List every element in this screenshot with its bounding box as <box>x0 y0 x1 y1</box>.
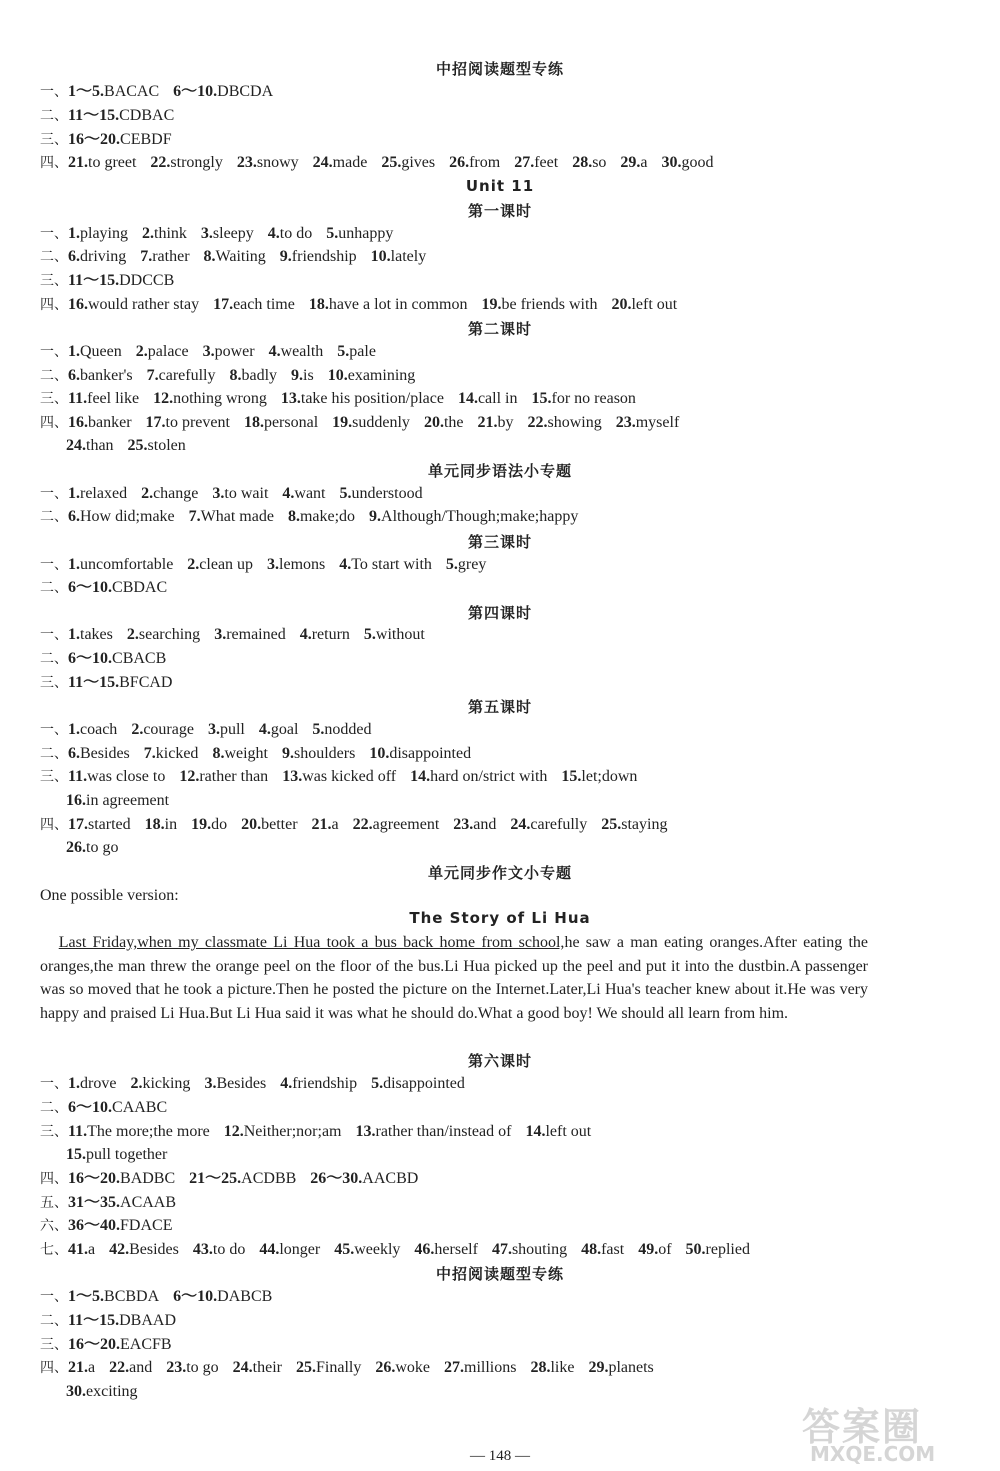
answer-item: 8.weight <box>212 745 268 762</box>
answer-item: 48.fast <box>581 1241 625 1258</box>
watermark-text: 答案圈 <box>802 1405 923 1449</box>
answer-item: 21.by <box>477 414 514 431</box>
answer-item: 12.Neither;nor;am <box>223 1123 342 1140</box>
answer-item: 2.think <box>142 225 187 242</box>
answer-item: 2.kicking <box>130 1075 191 1092</box>
answer-item: 20.left out <box>611 296 678 313</box>
section-heading: 第二课时 <box>467 320 532 338</box>
answer-line <box>40 815 667 835</box>
answer-item: 13.rather than/instead of <box>355 1123 512 1140</box>
answer-item: 23.myself <box>615 414 680 431</box>
section-number: 一、 <box>40 722 68 738</box>
answer-item: 46.herself <box>414 1241 478 1258</box>
essay-paragraph: Last Friday,when my classmate Li Hua took a bus back home from school,he saw a man eating oranges.After eating the oranges,the man threw the orange peel on the floor of the bus.Li Hua picked up the peel and put it into the dustbin.A passenger was so moved that he took a picture.Then he posted the picture on the Internet.Later,Li Hua's teacher knew about it.He was very happy and praised Li Hua.But Li Hua said it was what he should do.What a good boy! We should all learn from him. <box>40 934 868 1022</box>
section-number: 一、 <box>40 344 68 360</box>
answer-item: 5.nodded <box>312 721 372 738</box>
answer-line <box>40 507 578 527</box>
answer-item: 5.without <box>363 626 425 643</box>
answer-line <box>40 744 471 764</box>
answer-line <box>40 366 415 386</box>
answer-item: 26～30.AACBD <box>310 1170 419 1187</box>
section-number: 二、 <box>40 746 68 762</box>
section-heading: 中招阅读题型专练 <box>435 60 564 78</box>
answer-item: 9.is <box>291 367 314 384</box>
answer-item: 1.playing <box>68 225 128 242</box>
section-heading: 第六课时 <box>467 1052 532 1070</box>
answer-item: 5.grey <box>445 556 487 573</box>
answer-item: 11～15.DDCCB <box>68 272 175 289</box>
answer-item: 6.How did;make <box>68 508 175 525</box>
answer-item: 17.to prevent <box>145 414 230 431</box>
answer-item: 24.than <box>66 437 114 454</box>
answer-item: 19.be friends with <box>481 296 598 313</box>
section-number: 二、 <box>40 1313 68 1329</box>
answer-item: 23.to go <box>166 1359 219 1376</box>
answer-item: 31～35.ACAAB <box>68 1194 177 1211</box>
answer-item: 5.unhappy <box>326 225 394 242</box>
answer-item: 4.to do <box>267 225 313 242</box>
answer-line <box>66 1145 167 1165</box>
answer-item: 9.friendship <box>279 248 357 265</box>
answer-line <box>40 153 714 173</box>
section-number: 七、 <box>40 1242 68 1258</box>
answer-item: 2.searching <box>126 626 201 643</box>
answer-item: 10.disappointed <box>369 745 472 762</box>
section-number: 一、 <box>40 226 68 242</box>
answer-item: 16.would rather stay <box>68 296 200 313</box>
answer-item: 21.a <box>68 1359 96 1376</box>
answer-item: 7.rather <box>140 248 190 265</box>
answer-item: 6～10.CBACB <box>68 650 167 667</box>
answer-item: 6.driving <box>68 248 127 265</box>
answer-item: 3.remained <box>214 626 286 643</box>
section-number: 二、 <box>40 1100 68 1116</box>
answer-item: 42.Besides <box>109 1241 179 1258</box>
answer-item: 11～15.DBAAD <box>68 1312 177 1329</box>
answer-item: 7.What made <box>188 508 274 525</box>
section-number: 六、 <box>40 1218 68 1234</box>
answer-line <box>66 1382 138 1402</box>
answer-item: 10.lately <box>370 248 427 265</box>
section-heading: The Story of Li Hua <box>409 909 591 927</box>
answer-line <box>40 295 677 315</box>
answer-item: 4.wealth <box>268 343 324 360</box>
answer-item: 29.planets <box>588 1359 654 1376</box>
answer-item: 18.have a lot in common <box>308 296 468 313</box>
section-number: 四、 <box>40 297 68 313</box>
answer-item: 14.call in <box>457 390 518 407</box>
answer-line <box>40 224 393 244</box>
answer-item: 18.personal <box>243 414 319 431</box>
answer-item: 26.woke <box>375 1359 430 1376</box>
answer-item: 8.Waiting <box>203 248 266 265</box>
answer-line <box>40 720 372 740</box>
answer-item: 10.examining <box>327 367 416 384</box>
section-number: 二、 <box>40 249 68 265</box>
answer-line <box>40 625 425 645</box>
answer-item: 16～20.EACFB <box>68 1336 172 1353</box>
answer-line <box>40 555 486 575</box>
answer-item: 26.from <box>449 154 501 171</box>
answer-item: 1.uncomfortable <box>68 556 174 573</box>
answer-item: 15.pull together <box>66 1146 168 1163</box>
answer-item: 24.their <box>232 1359 282 1376</box>
answer-item: 30.good <box>661 154 714 171</box>
section-heading: 单元同步作文小专题 <box>427 864 572 882</box>
answer-line <box>40 130 172 150</box>
answer-item: 27.feet <box>514 154 559 171</box>
answer-item: 5.disappointed <box>371 1075 465 1092</box>
section-number: 二、 <box>40 108 68 124</box>
answer-item: 8.make;do <box>287 508 356 525</box>
answer-item: 1～5.BCBDA <box>68 1288 160 1305</box>
underlined-sentence: Last Friday,when my classmate Li Hua took a bus back home from school, <box>58 934 565 951</box>
answer-item: 28.like <box>530 1359 575 1376</box>
answer-item: 21.to greet <box>68 154 137 171</box>
answer-item: 4.want <box>282 485 326 502</box>
answer-item: 19.do <box>191 816 228 833</box>
answer-item: 3.to wait <box>212 485 269 502</box>
answer-item: 28.so <box>572 154 607 171</box>
answer-line <box>40 342 376 362</box>
section-number: 一、 <box>40 1076 68 1092</box>
answer-line <box>40 389 636 409</box>
section-heading: Unit 11 <box>465 177 535 195</box>
answer-item: 3.pull <box>207 721 245 738</box>
answer-item: 2.clean up <box>187 556 254 573</box>
answer-item: 6～10.DABCB <box>173 1288 273 1305</box>
answer-line <box>40 82 273 102</box>
answer-item: 22.agreement <box>352 816 440 833</box>
answer-item: 23.snowy <box>236 154 299 171</box>
answer-item: 20.the <box>423 414 464 431</box>
section-heading: 第五课时 <box>467 698 532 716</box>
answer-item: 14.left out <box>525 1123 592 1140</box>
answer-line <box>66 791 169 811</box>
answer-item: 4.To start with <box>339 556 432 573</box>
answer-item: 11.The more;the more <box>68 1123 210 1140</box>
answer-line <box>40 1240 750 1260</box>
section-number: 一、 <box>40 84 68 100</box>
answer-item: 9.shoulders <box>281 745 356 762</box>
answer-item: 50.replied <box>685 1241 750 1258</box>
answer-item: 1.drove <box>68 1075 117 1092</box>
answer-item: 36～40.FDACE <box>68 1217 173 1234</box>
answer-item: 1.relaxed <box>68 485 128 502</box>
answer-item: 21～25.ACDBB <box>189 1170 297 1187</box>
answer-line <box>40 1193 176 1213</box>
answer-item: 25.stolen <box>127 437 186 454</box>
answer-item: 47.shouting <box>491 1241 568 1258</box>
answer-item: 6～10.CAABC <box>68 1099 168 1116</box>
section-number: 四、 <box>40 415 68 431</box>
section-number: 三、 <box>40 391 68 407</box>
answer-item: 23.and <box>453 816 497 833</box>
section-number: 二、 <box>40 580 68 596</box>
answer-item: 11～15.BFCAD <box>68 674 173 691</box>
answer-item: 6～10.CBDAC <box>68 579 168 596</box>
answer-line <box>40 106 174 126</box>
answer-item: 20.better <box>241 816 298 833</box>
section-heading: 单元同步语法小专题 <box>427 462 572 480</box>
answer-item: 27.millions <box>444 1359 517 1376</box>
answer-item: 14.hard on/strict with <box>410 768 548 785</box>
answer-line <box>40 1216 172 1236</box>
section-number: 一、 <box>40 486 68 502</box>
answer-item: 24.made <box>312 154 368 171</box>
answer-line <box>40 673 172 693</box>
answer-item: 15.let;down <box>561 768 638 785</box>
version-note: One possible version: <box>40 887 179 904</box>
answer-item: 41.a <box>68 1241 96 1258</box>
answer-line <box>40 271 174 291</box>
answer-line <box>40 484 423 504</box>
answer-item: 9.Although/Though;make;happy <box>369 508 579 525</box>
answer-item: 26.to go <box>66 839 119 856</box>
answer-item: 1.takes <box>68 626 113 643</box>
section-number: 二、 <box>40 509 68 525</box>
answer-item: 25.gives <box>381 154 436 171</box>
answer-item: 25.Finally <box>296 1359 362 1376</box>
section-number: 三、 <box>40 675 68 691</box>
answer-item: 44.longer <box>259 1241 321 1258</box>
answer-line <box>40 649 166 669</box>
answer-item: 6～10.DBCDA <box>173 83 274 100</box>
answer-item: 29.a <box>620 154 648 171</box>
answer-item: 3.sleepy <box>200 225 254 242</box>
answer-item: 2.change <box>141 485 199 502</box>
answer-line <box>66 838 118 858</box>
answer-item: 5.understood <box>339 485 423 502</box>
answer-item: 11.feel like <box>68 390 140 407</box>
answer-item: 15.for no reason <box>531 390 636 407</box>
answer-line <box>40 578 167 598</box>
answer-item: 17.each time <box>213 296 295 313</box>
answer-item: 19.suddenly <box>332 414 410 431</box>
answer-item: 11.was close to <box>68 768 166 785</box>
answer-item: 24.carefully <box>510 816 588 833</box>
answer-line <box>40 1287 272 1307</box>
section-number: 三、 <box>40 769 68 785</box>
section-number: 四、 <box>40 817 68 833</box>
answer-item: 49.of <box>638 1241 672 1258</box>
answer-line <box>40 1074 465 1094</box>
answer-item: 45.weekly <box>334 1241 401 1258</box>
section-number: 三、 <box>40 132 68 148</box>
answer-item: 4.goal <box>258 721 299 738</box>
answer-item: 3.lemons <box>267 556 326 573</box>
answer-line <box>40 1122 591 1142</box>
section-number: 二、 <box>40 651 68 667</box>
section-number: 四、 <box>40 1360 68 1376</box>
answer-line <box>40 1169 418 1189</box>
answer-line <box>40 1358 654 1378</box>
section-number: 一、 <box>40 1289 68 1305</box>
answer-line <box>40 1311 176 1331</box>
section-number: 三、 <box>40 1337 68 1353</box>
answer-item: 4.return <box>299 626 350 643</box>
section-heading: 第一课时 <box>467 202 532 220</box>
answer-item: 43.to do <box>192 1241 246 1258</box>
answer-line <box>40 1098 167 1118</box>
answer-item: 1.coach <box>68 721 118 738</box>
answer-item: 6.Besides <box>68 745 130 762</box>
answer-line <box>40 247 426 267</box>
answer-line <box>66 436 186 456</box>
answer-item: 4.friendship <box>280 1075 358 1092</box>
answer-item: 22.and <box>109 1359 153 1376</box>
answer-line <box>40 1335 172 1355</box>
answer-item: 16～20.BADBC <box>68 1170 176 1187</box>
answer-item: 21.a <box>311 816 339 833</box>
section-heading: 第三课时 <box>467 533 532 551</box>
answer-item: 13.take his position/place <box>280 390 444 407</box>
answer-item: 18.in <box>144 816 178 833</box>
section-number: 三、 <box>40 273 68 289</box>
section-number: 三、 <box>40 1124 68 1140</box>
answer-item: 25.staying <box>601 816 668 833</box>
answer-item: 7.kicked <box>143 745 199 762</box>
answer-item: 22.strongly <box>150 154 223 171</box>
section-number: 四、 <box>40 1171 68 1187</box>
answer-item: 13.was kicked off <box>282 768 397 785</box>
answer-item: 7.carefully <box>146 367 216 384</box>
section-number: 四、 <box>40 155 68 171</box>
answer-item: 1～5.BACAC <box>68 83 160 100</box>
answer-item: 6.banker's <box>68 367 133 384</box>
answer-item: 16.in agreement <box>66 792 170 809</box>
answer-item: 2.palace <box>135 343 189 360</box>
answer-item: 16～20.CEBDF <box>68 131 172 148</box>
answer-line <box>40 767 637 787</box>
answer-item: 11～15.CDBAC <box>68 107 175 124</box>
answer-item: 2.courage <box>131 721 194 738</box>
answer-item: 12.rather than <box>179 768 269 785</box>
answer-item: 17.started <box>68 816 131 833</box>
answer-item: 3.Besides <box>204 1075 267 1092</box>
answer-item: 3.power <box>202 343 255 360</box>
section-number: 一、 <box>40 557 68 573</box>
answer-item: 1.Queen <box>68 343 122 360</box>
watermark-url: MXQE.COM <box>810 1442 936 1466</box>
answer-item: 22.showing <box>527 414 602 431</box>
page-number: — 148 — <box>470 1448 530 1464</box>
section-number: 一、 <box>40 627 68 643</box>
answer-item: 8.badly <box>229 367 278 384</box>
answer-line <box>40 413 679 433</box>
answer-item: 12.nothing wrong <box>153 390 267 407</box>
section-number: 五、 <box>40 1195 68 1211</box>
answer-item: 16.banker <box>68 414 132 431</box>
answer-item: 5.pale <box>337 343 376 360</box>
answer-item: 30.exciting <box>66 1383 138 1400</box>
section-heading: 第四课时 <box>467 604 532 622</box>
watermark-logo <box>792 1396 992 1468</box>
section-number: 二、 <box>40 368 68 384</box>
section-heading: 中招阅读题型专练 <box>435 1265 564 1283</box>
